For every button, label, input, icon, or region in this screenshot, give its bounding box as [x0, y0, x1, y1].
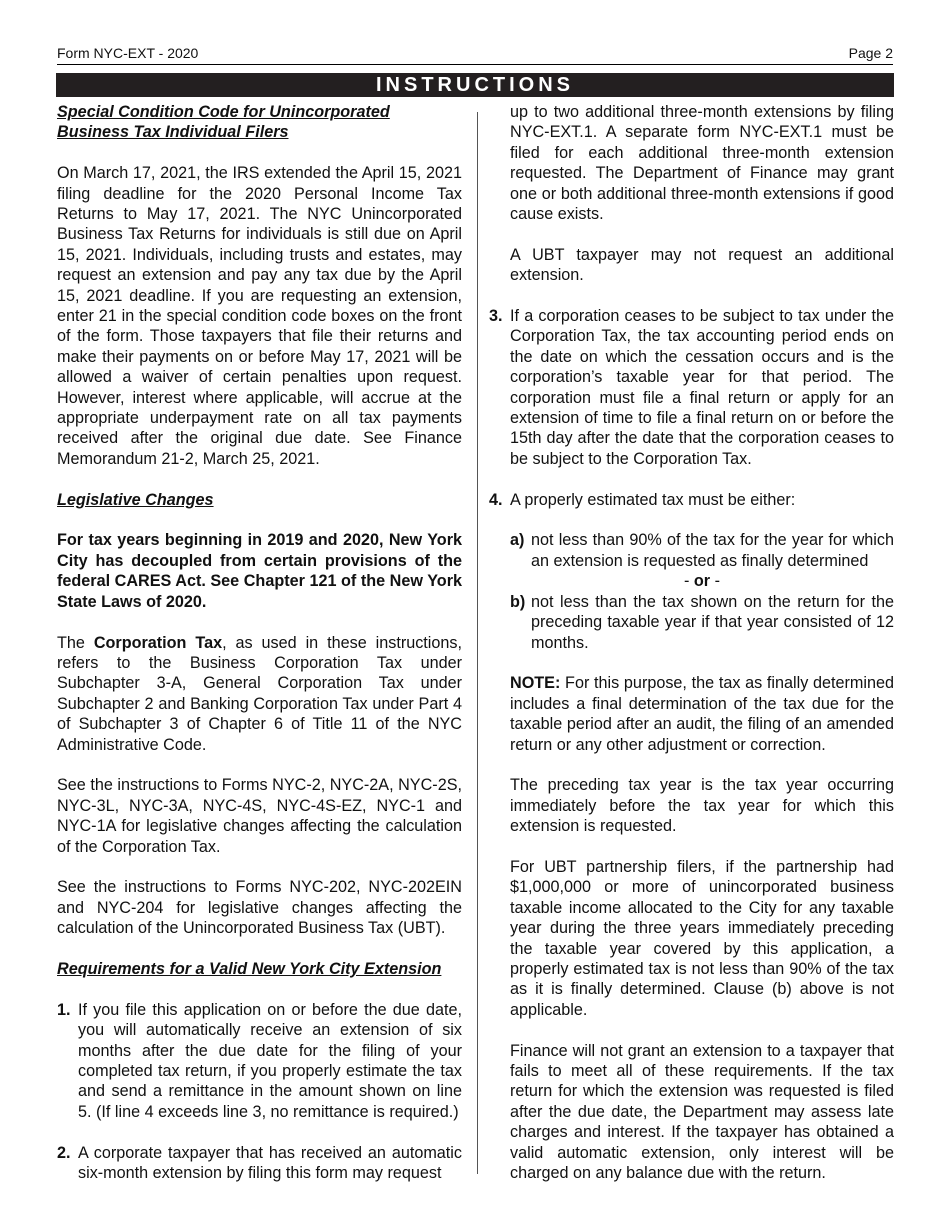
item-number: 3. — [489, 307, 503, 326]
form-label: Form NYC-EXT - 2020 — [57, 45, 199, 61]
see-corporation-forms: See the instructions to Forms NYC-2, NYC-2A, NYC-2S, NYC-3L, NYC-3A, NYC-4S, NYC-4S-EZ, NYC-1 and NYC-1A for legislative changes affecting the calculation of the Corporation Tax. — [57, 776, 462, 856]
option-text: not less than the tax shown on the return for the preceding taxable year if that year consisted of 12 months. — [531, 592, 894, 652]
special-condition-heading: Special Condition Code for Unincorporated Business Tax Individual Filers — [57, 103, 390, 142]
item-number: 2. — [57, 1143, 71, 1162]
requirement-item-2 — [57, 1143, 462, 1184]
instructions-banner: INSTRUCTIONS — [56, 73, 894, 97]
option-label: a) — [510, 531, 525, 550]
item-text: A corporate taxpayer that has received an automatic six-month extension by filing this form may request — [78, 1143, 462, 1182]
corp-pre: The — [57, 633, 94, 652]
option-text: not less than 90% of the tax for the year for which an extension is requested as finally determined — [531, 531, 894, 570]
ubt-no-additional-extension: A UBT taxpayer may not request an additional extension. — [510, 245, 894, 285]
or-separator: - or - — [684, 572, 720, 591]
option-label: b) — [510, 592, 526, 611]
requirement-item-4 — [489, 490, 894, 510]
special-condition-body: On March 17, 2021, the IRS extended the April 15, 2021 filing deadline for the 2020 Personal Income Tax Returns to May 17, 2021. The NYC Unincorporated Business Tax Returns for individuals is still due on April 15, 2021. Individuals, including trusts and estates, may request an extension and pay any tax due by the April 15, 2021 deadline. If you are requesting an extension, enter 21 in the special condition code boxes on the front of the form. Those taxpayers that file their returns and make their payments on or before May 17, 2021 will be allowed a waiver of certain penalties upon request. However, interest where applicable, will accrue at the appropriate underpayment rate on all tax payments received after the original due date. See Finance Memorandum 21-2, March 25, 2021. — [57, 164, 462, 468]
item-number: 4. — [489, 490, 503, 509]
legislative-changes-notice: For tax years beginning in 2019 and 2020, New York City has decoupled from certain provisions of the federal CARES Act. See Chapter 121 of the New York State Laws of 2020. — [57, 531, 462, 611]
note-label: NOTE: — [510, 674, 561, 693]
item-text: If you file this application on or before the due date, you will automatically receive an extension of six months after the due date for the filing of your completed tax return, if you properly estimate the tax and send a remittance in the amount shown on line 5. (If line 4 exceeds line 3, no remittance is required.) — [78, 1000, 462, 1121]
header-rule — [57, 64, 893, 65]
requirement-item-3 — [489, 306, 894, 469]
item-number: 1. — [57, 1000, 71, 1019]
corporation-tax-definition — [57, 633, 462, 755]
see-ubt-forms: See the instructions to Forms NYC-202, NYC-202EIN and NYC-204 for legislative changes affecting the calculation of the Unincorporated Business Tax (UBT). — [57, 878, 462, 938]
note-paragraph — [489, 673, 894, 755]
requirements-heading: Requirements for a Valid New York City Extension — [57, 959, 442, 978]
item-text: If a corporation ceases to be subject to tax under the Corporation Tax, the tax accounting period ends on the date on which the cessation occurs and is the corporation’s taxable year for that period. The corporation must file a final return or apply for an extension of time to file a final return on or before the 15th day after the date that the corporation ceases to be subject to the Corporation Tax. — [510, 307, 894, 468]
note-text: For this purpose, the tax as finally determined includes a final determination of the tax due for the taxable period after an audit, the filing of an amended return or any other adjustment or correction. — [510, 674, 894, 754]
item-2-continuation: up to two additional three-month extensions by filing NYC-EXT.1. A separate form NYC-EXT.1 must be filed for each additional three-month extension requested. The Department of Finance may grant one or both additional three-month extensions if good cause exists. — [510, 103, 894, 224]
preceding-year-paragraph: The preceding tax year is the tax year occurring immediately before the tax year for which this extension is requested. — [510, 776, 894, 836]
corporation-tax-term: Corporation Tax — [93, 633, 223, 652]
left-column — [57, 102, 462, 1204]
page-number: Page 2 — [848, 45, 893, 61]
column-divider — [477, 112, 478, 1174]
estimate-options — [489, 530, 894, 652]
corp-post: , as used in these instructions, refers to the Business Corporation Tax under Subchapter 3-A, General Corporation Tax under Subchapter 2 and Banking Corporation Tax under Part 4 of Subchapter 3 of Chapter 6 of Title 11 of the NYC Administrative Code. — [57, 633, 462, 754]
option-a — [510, 530, 894, 571]
legislative-changes-heading: Legislative Changes — [57, 490, 214, 509]
requirement-item-1 — [57, 1000, 462, 1122]
finance-paragraph: Finance will not grant an extension to a taxpayer that fails to meet all of these requirements. If the tax return for which the extension was requested is filed after the due date, the Department may assess late charges and interest. If the taxpayer has obtained a valid automatic extension, only interest will be charged on any balance due with the return. — [510, 1041, 894, 1182]
option-b — [510, 592, 894, 653]
right-column — [489, 102, 894, 1204]
item-text: A properly estimated tax must be either: — [510, 490, 796, 509]
ubt-partnership-paragraph: For UBT partnership filers, if the partnership had $1,000,000 or more of unincorporated business taxable income allocated to the City for any taxable year during the three years immediately preceding the taxable year covered by this application, a properly estimated tax is not less than 90% of the tax as it is finally determined. Clause (b) above is not applicable. — [510, 857, 894, 1019]
